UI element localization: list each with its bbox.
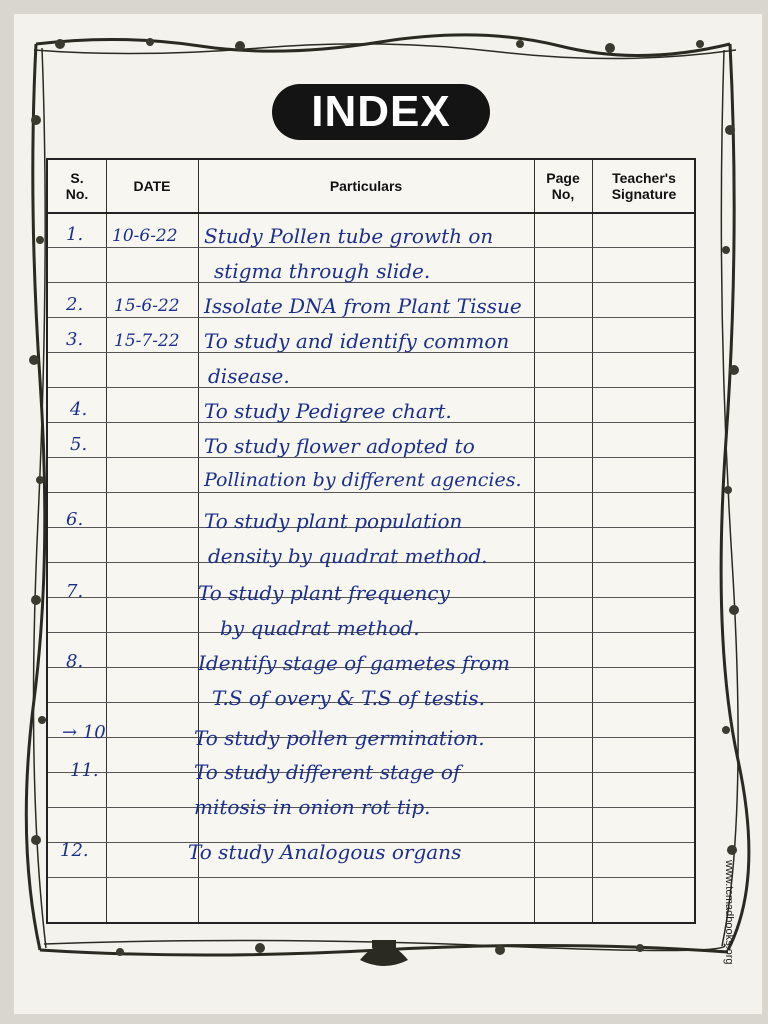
- entry-number: 4.: [70, 399, 88, 420]
- header-particulars: Particulars: [329, 178, 403, 194]
- entry-particulars-line: To study different stage of: [194, 760, 461, 784]
- entry-particulars-line: T.S of overy & T.S of testis.: [212, 686, 485, 710]
- entry-particulars-line: To study flower adopted to: [204, 434, 475, 458]
- entry-particulars-line: To study Analogous organs: [188, 840, 462, 864]
- entry-number: 12.: [60, 840, 89, 861]
- entry-particulars-line: To study Pedigree chart.: [204, 399, 452, 423]
- entry-number: 5.: [70, 434, 88, 455]
- entry-particulars-line: Study Pollen tube growth on: [204, 224, 494, 248]
- entry-particulars-line: density by quadrat method.: [208, 544, 488, 568]
- header-sno: S. No.: [65, 170, 89, 202]
- index-title-banner: [272, 84, 490, 140]
- entry-particulars-line: To study plant frequency: [198, 581, 450, 605]
- entry-particulars-line: To study pollen germination.: [194, 726, 485, 750]
- index-title: INDEX: [311, 87, 451, 136]
- entry-number: 2.: [66, 294, 84, 315]
- row-rule: [48, 877, 694, 878]
- row-rule: [48, 492, 694, 493]
- header-divider: [48, 212, 694, 214]
- entry-date: 15-6-22: [114, 296, 180, 316]
- entry-number: 7.: [66, 581, 84, 602]
- row-rule: [48, 387, 694, 388]
- entry-number: 11.: [70, 760, 99, 781]
- entry-particulars-line: mitosis in onion rot tip.: [194, 795, 431, 819]
- entry-date: 15-7-22: [114, 331, 180, 351]
- entry-particulars-line: by quadrat method.: [220, 616, 420, 640]
- entry-number: 1.: [66, 224, 84, 245]
- index-table: [46, 158, 696, 924]
- header-signature: Teacher's Signature: [611, 170, 677, 202]
- entry-particulars-line: Pollination by different agencies.: [204, 469, 522, 491]
- entry-particulars-line: stigma through slide.: [214, 259, 431, 283]
- entry-particulars-line: Issolate DNA from Plant Tissue: [204, 294, 522, 318]
- entry-particulars-line: Identify stage of gametes from: [198, 651, 510, 675]
- entry-particulars-line: To study and identify common: [204, 329, 510, 353]
- publisher-watermark: www.tcmadbooks.org: [723, 860, 735, 965]
- entry-number: → 10: [62, 722, 106, 743]
- header-date: DATE: [133, 178, 171, 194]
- header-page-no: Page No,: [546, 170, 580, 202]
- entry-date: 10-6-22: [112, 226, 178, 246]
- entry-number: 8.: [66, 651, 84, 672]
- entry-particulars-line: To study plant population: [204, 509, 463, 533]
- entry-number: 3.: [66, 329, 84, 350]
- entry-number: 6.: [66, 509, 84, 530]
- entry-particulars-line: disease.: [208, 364, 290, 388]
